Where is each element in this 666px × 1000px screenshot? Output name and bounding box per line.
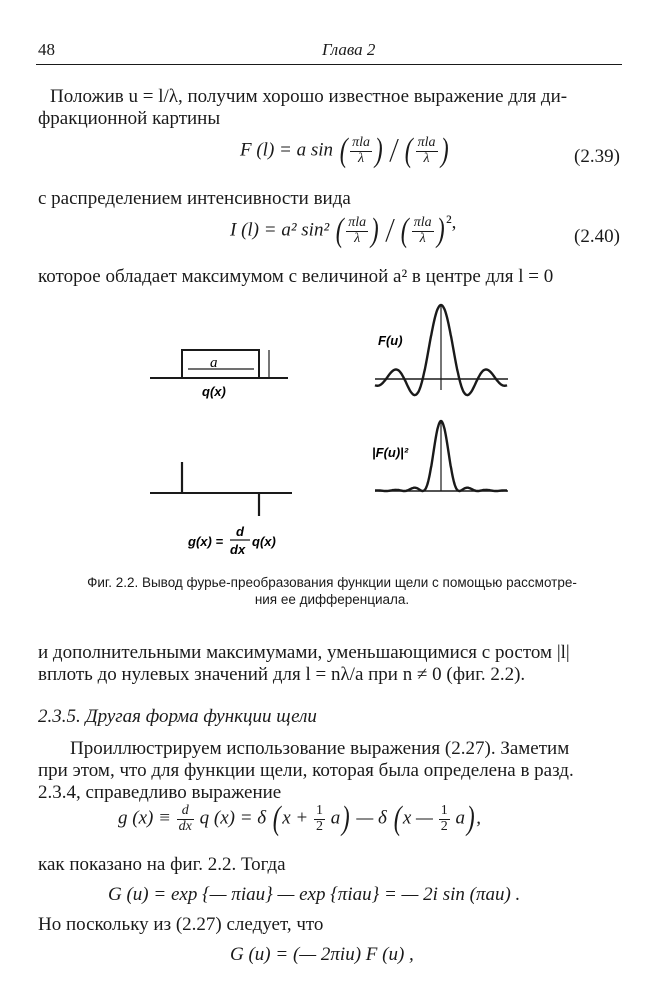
eq239-num-2: πla — [417, 134, 436, 150]
a-label: a — [210, 355, 218, 371]
page-number: 48 — [38, 40, 55, 59]
eqg-comma: , — [476, 807, 482, 829]
para3-line-3: 2.3.4, справедливо выражение — [38, 782, 282, 803]
intro-line-1: Положив u = l/λ, получим хорошо известное выражение для ди- — [50, 86, 568, 107]
equation-Gu: G (u) = exp {— πiau} — exp {πiau} = — 2i sin (πau) . — [108, 884, 521, 905]
gq-label: q(x) — [252, 534, 276, 549]
eqg-p2: x — — [402, 807, 433, 829]
gx-label: g(x) = — [188, 534, 224, 549]
figure-2-2 — [0, 290, 666, 570]
eqg-one-1: 1 — [315, 802, 323, 818]
chapter-title: Глава 2 — [322, 40, 376, 59]
eq240-num-2: πla — [413, 214, 432, 230]
qx-rect — [182, 350, 259, 378]
eq240-num-1: πla — [348, 214, 367, 230]
para2-line-1: и дополнительными максимумами, уменьшающимися с ростом |l| — [38, 642, 570, 663]
para3-line-2: при этом, что для функции щели, которая была определена в разд. — [38, 760, 574, 781]
mid-line: с распределением интенсивности вида — [38, 188, 351, 209]
eq239-number: (2.39) — [574, 146, 620, 167]
eqg-lhs: g (x) ≡ — [118, 807, 171, 829]
eqg-one-2: 1 — [440, 802, 448, 818]
header-rule — [36, 64, 622, 65]
eq239-den-1: λ — [358, 150, 365, 166]
equation-gx: g (x) ≡ $\frac{d}{dx}$ q (x) = δ (x + $\frac{1}{2}$ a) — δ (x — $\frac{1}{2}$ a), — [118, 800, 482, 837]
Fu-label: F(u) — [378, 333, 403, 348]
equation-last: G (u) = (— 2πiu) F (u) , — [230, 944, 414, 965]
eq240-den-2: λ — [419, 230, 426, 246]
after-line: которое обладает максимумом с величиной a² в центре для l = 0 — [38, 266, 554, 287]
eqg-d: d — [177, 804, 194, 820]
eq239-lhs: F (l) = a sin — [240, 139, 334, 161]
caption-line-2: ния ее дифференциала. — [254, 591, 410, 607]
dx-label: dx — [230, 542, 246, 557]
d-label: d — [236, 524, 244, 539]
eqg-p2b: a — [455, 807, 465, 829]
eqg-p1: x + — [282, 807, 309, 829]
eq240-lhs: I (l) = a² sin² — [230, 219, 330, 241]
eq240-slash: / — [386, 212, 394, 249]
equation-2-40: I (l) = a² sin² ( $\frac{\text{πla}}{\lambda}$ ) / ( $\frac{\text{πla}}{\lambda}$ )², — [230, 212, 457, 249]
eqg-p1b: a — [330, 807, 341, 829]
section-heading: 2.3.5. Другая форма функции щели — [38, 706, 317, 727]
eq239-den-2: λ — [423, 150, 430, 166]
absFu2-label: |F(u)|² — [372, 445, 409, 460]
eqg-mid: q (x) = δ — [199, 807, 267, 829]
eqg-dx: dx — [178, 818, 192, 834]
para3-line-1: Проиллюстрируем использование выражения (2.27). Заметим — [70, 738, 570, 759]
para5-line: Но поскольку из (2.27) следует, что — [38, 914, 324, 935]
equation-2-39: F (l) = a sin ( $\frac{\text{πla}}{\lambda}$ ) / ( $\frac{\text{πla}}{\lambda}$ ) — [240, 132, 449, 169]
eqg-two-2: 2 — [440, 818, 448, 834]
eq239-slash: / — [390, 132, 398, 169]
eqg-minus: — δ — [356, 807, 387, 829]
eq239-num-1: πla — [352, 134, 371, 150]
eq240-number: (2.40) — [574, 226, 620, 247]
qx-label: q(x) — [202, 384, 226, 399]
eq240-den-1: λ — [354, 230, 361, 246]
caption-line-1: Фиг. 2.2. Вывод фурье-преобразования функции щели с помощью рассмотре- — [87, 575, 577, 590]
figure-caption — [34, 575, 630, 609]
intro-line-2: фракционной картины — [38, 108, 221, 129]
para4-line: как показано на фиг. 2.2. Тогда — [38, 854, 286, 875]
para2-line-2: вплоть до нулевых значений для l = nλ/a при n ≠ 0 (фиг. 2.2). — [38, 664, 526, 685]
eqg-two-1: 2 — [315, 818, 323, 834]
eq240-tail: ², — [445, 212, 457, 234]
